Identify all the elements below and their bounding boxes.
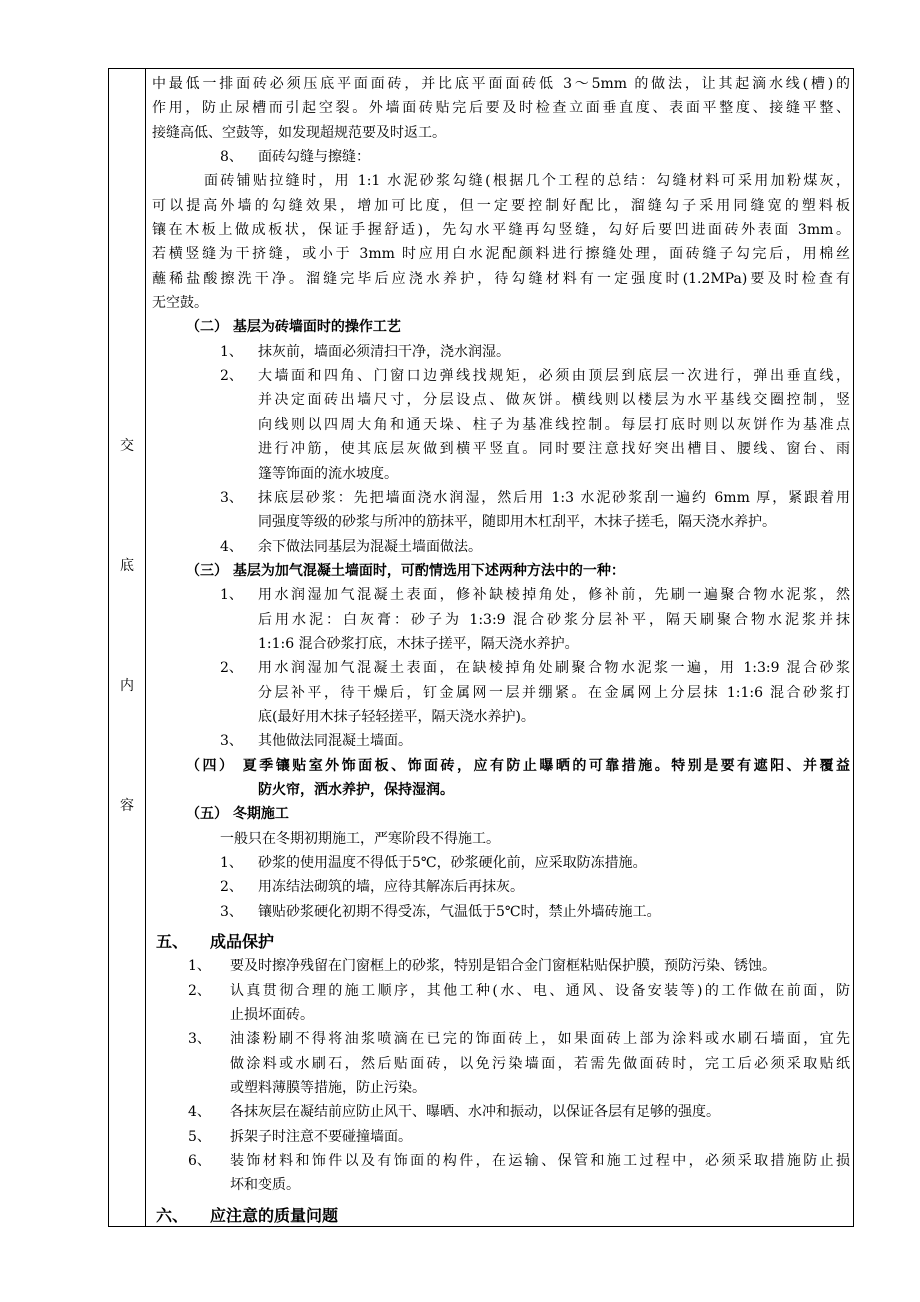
item-text: 油漆粉刷不得将油浆喷滴在已完的饰面砖上，如果面砖上部为涂料或水刷石墙面，宜先 (230, 1031, 850, 1048)
list-item-line (152, 979, 850, 1003)
item-text: 底(最好用木抹子轻轻搓平，隔天浇水养护)。 (258, 708, 535, 725)
item-text: 要及时擦净残留在门窗框上的砂浆，特别是铝合金门窗框粘贴保护膜，预防污染、锈蚀。 (230, 958, 776, 975)
list-item-line (152, 875, 850, 899)
list-item-line (152, 1027, 850, 1051)
list-item-line (152, 705, 850, 729)
list-item-line (152, 681, 850, 705)
list-item-line (152, 900, 850, 924)
subsection-heading: （二） 基层为砖墙面时的操作工艺 (186, 319, 401, 336)
item-text: 砂浆的使用温度不得低于5℃，砂浆硬化前，应采取防冻措施。 (258, 855, 647, 871)
section-title: 成品保护 (210, 932, 275, 952)
item-number: 3、 (220, 903, 243, 920)
list-item-line (152, 1125, 850, 1149)
text-line: 面砖铺贴拉缝时，用 1:1 水泥砂浆勾缝(根据几个工程的总结：勾缝材料可采用加粉煤灰， (204, 173, 850, 190)
item-text: 向线则以四周大角和通天垛、柱子为基准线控制。每层打底时则以灰饼作为基准点 (258, 416, 850, 433)
list-item-line (152, 388, 850, 412)
section-heading (152, 1204, 850, 1228)
list-item-line (152, 340, 850, 364)
text-line: 接缝高低、空鼓等，如发现超规范要及时返工。 (152, 124, 446, 141)
item-number: 2、 (220, 368, 243, 385)
item-text: 坏和变质。 (230, 1177, 300, 1194)
item-number: 2、 (188, 982, 211, 999)
side-label-char: 底 (120, 558, 134, 574)
text-line: 中最低一排面砖必须压底平面面砖，并比底平面面砖低 3～5mm 的做法，让其起滴水线(槽)的 (152, 76, 850, 92)
content-cell (152, 72, 850, 1228)
item-8 (152, 145, 850, 169)
item-number: 1、 (220, 587, 243, 604)
section-heading (152, 930, 850, 954)
item-text: 同强度等级的砂浆与所冲的筋抹平，随即用木杠刮平，木抹子搓毛，隔天浇水养护。 (258, 514, 776, 531)
list-item-line (152, 486, 850, 510)
subsection-heading: （三） 基层为加气混凝土墙面时，可酌情选用下述两种方法中的一种： (186, 562, 625, 579)
list-item-line (152, 954, 850, 978)
text-line: 无空鼓。 (152, 295, 208, 312)
subsection-5-list (152, 851, 850, 924)
section-number: 六、 (156, 1205, 189, 1225)
list-item-line (152, 1149, 850, 1173)
item-number: 4、 (188, 1104, 211, 1121)
list-item-line (152, 413, 850, 437)
item-text: 各抹灰层在凝结前应防止风干、曝晒、水冲和振动，以保证各层有足够的强度。 (230, 1104, 720, 1121)
text-line: 蘸稀盐酸擦洗干净。溜缝完毕后应浇水养护，待勾缝材料有一定强度时(1.2MPa)要及时检查有 (152, 270, 850, 287)
list-item-line (152, 364, 850, 388)
list-item-line (152, 583, 850, 607)
column-divider (145, 68, 146, 1227)
item-number: 3、 (220, 733, 243, 750)
list-item-line (152, 462, 850, 486)
list-item-line (152, 1052, 850, 1076)
text-line: 镶在木板上做成板状，保证手握舒适)，先勾水平缝再勾竖缝，勾好后要凹进面砖外表面 3mm。 (152, 222, 850, 239)
list-item-line (152, 1076, 850, 1100)
side-label-char: 容 (120, 798, 134, 814)
item-text: 止损坏面砖。 (230, 1007, 314, 1024)
item-number: 6、 (188, 1153, 211, 1170)
item-number: 1、 (220, 855, 243, 871)
item-text: 用水润湿加气混凝土表面，修补缺棱掉角处，修补前，先刷一遍聚合物水泥浆，然 (258, 587, 850, 604)
item-number: 1、 (188, 958, 211, 975)
subsection-heading-cont: 防火帘，洒水养护，保持湿润。 (258, 781, 454, 798)
item-text: 余下做法同基层为混凝土墙面做法。 (258, 538, 482, 555)
list-item-line (152, 510, 850, 534)
subsection-3-list (152, 583, 850, 753)
list-item-line (152, 729, 850, 753)
item-number: 3、 (188, 1031, 211, 1048)
subsection-heading: （四） 夏季镶贴室外饰面板、饰面砖，应有防止曝晒的可靠措施。特别是要有遮阳、并覆益 (186, 757, 850, 774)
list-item-line (152, 1173, 850, 1197)
item-text: 拆架子时注意不要碰撞墙面。 (230, 1128, 412, 1145)
item-text: 用冻结法砌筑的墙，应待其解冻后再抹灰。 (258, 879, 524, 896)
list-item-line (152, 632, 850, 656)
item-text: 做涂料或水刷石，然后贴面砖，以免污染墙面，若需先做面砖时，完工后必须采取贴纸 (230, 1055, 850, 1072)
item-text: 抹灰前，墙面必须清扫干净，浇水润湿。 (258, 343, 510, 360)
item-number: 3、 (220, 489, 243, 506)
item-text: 抹底层砂浆：先把墙面浇水润湿，然后用 1:3 水泥砂浆刮一遍约 6mm 厚，紧跟着用 (258, 489, 850, 506)
item-title: 面砖勾缝与擦缝： (258, 149, 370, 166)
list-item-line (152, 1100, 850, 1124)
item-number: 5、 (188, 1128, 211, 1145)
item-number: 4、 (220, 538, 243, 555)
item-text: 认真贯彻合理的施工顺序，其他工种(水、电、通风、设备安装等)的工作做在前面，防 (230, 982, 850, 999)
item-number: 8、 (220, 149, 243, 166)
item-number: 2、 (220, 660, 243, 677)
item-text: 进行冲筋，使其底层灰做到横平竖直。同时要注意找好突出槽目、腰线、窗台、雨 (258, 441, 850, 458)
subsection-2-list (152, 340, 850, 559)
list-item-line (152, 535, 850, 559)
item-text: 用水润湿加气混凝土表面，在缺棱掉角处刷聚合物水泥浆一遍，用 1:3:9 混合砂浆 (258, 660, 850, 677)
text-line: 可以提高外墙的勾缝效果，增加可比度，但一定要控制好配比，溜缝勾子采用同缝宽的塑料板 (152, 197, 850, 214)
subsection-heading: （五） 冬期施工 (186, 806, 289, 823)
text-line: 若横竖缝为干挤缝，或小于 3mm 时应用白水泥配颜料进行擦缝处理，面砖缝子勾完后，用棉丝 (152, 246, 850, 263)
item-number: 1、 (220, 343, 243, 360)
item-text: 镶贴砂浆硬化初期不得受冻，气温低于5℃时，禁止外墙砖施工。 (258, 903, 661, 920)
item-text: 1:1:6 混合砂浆打底，木抹子搓平，隔天浇水养护。 (258, 635, 579, 652)
list-item-line (152, 851, 850, 875)
section-number: 五、 (156, 932, 189, 952)
side-label-char: 内 (120, 678, 134, 694)
list-item-line (152, 1003, 850, 1027)
section-5-list (152, 954, 850, 1197)
item-text: 装饰材料和饰件以及有饰面的构件，在运输、保管和施工过程中，必须采取措施防止损 (230, 1153, 850, 1170)
item-text: 其他做法同混凝土墙面。 (258, 733, 412, 750)
list-item-line (152, 608, 850, 632)
item-text: 大墙面和四角、门窗口边弹线找规矩，必须由顶层到底层一次进行，弹出垂直线， (258, 368, 850, 385)
item-number: 2、 (220, 879, 243, 896)
text-line: 一般只在冬期初期施工，严寒阶段不得施工。 (220, 830, 500, 847)
list-item-line (152, 437, 850, 461)
section-title: 应注意的质量问题 (210, 1205, 339, 1225)
item-text: 篷等饰面的流水坡度。 (258, 465, 398, 482)
item-text: 并决定面砖出墙尺寸，分层设点、做灰饼。横线则以楼层为水平基线交圈控制，竖 (258, 392, 850, 409)
item-text: 分层补平，待干燥后，钉金属网一层并绷紧。在金属网上分层抹 1:1:6 混合砂浆打 (258, 684, 850, 701)
side-label-char: 交 (120, 438, 134, 454)
item-text: 或塑料薄膜等措施，防止污染。 (230, 1080, 426, 1097)
list-item-line (152, 656, 850, 680)
item-text: 后用水泥：白灰膏：砂子为 1:3:9 混合砂浆分层补平，隔天刷聚合物水泥浆并抹 (258, 611, 850, 628)
text-line: 作用，防止尿槽而引起空裂。外墙面砖贴完后要及时检查立面垂直度、表面平整度、接缝平整、 (152, 100, 850, 117)
